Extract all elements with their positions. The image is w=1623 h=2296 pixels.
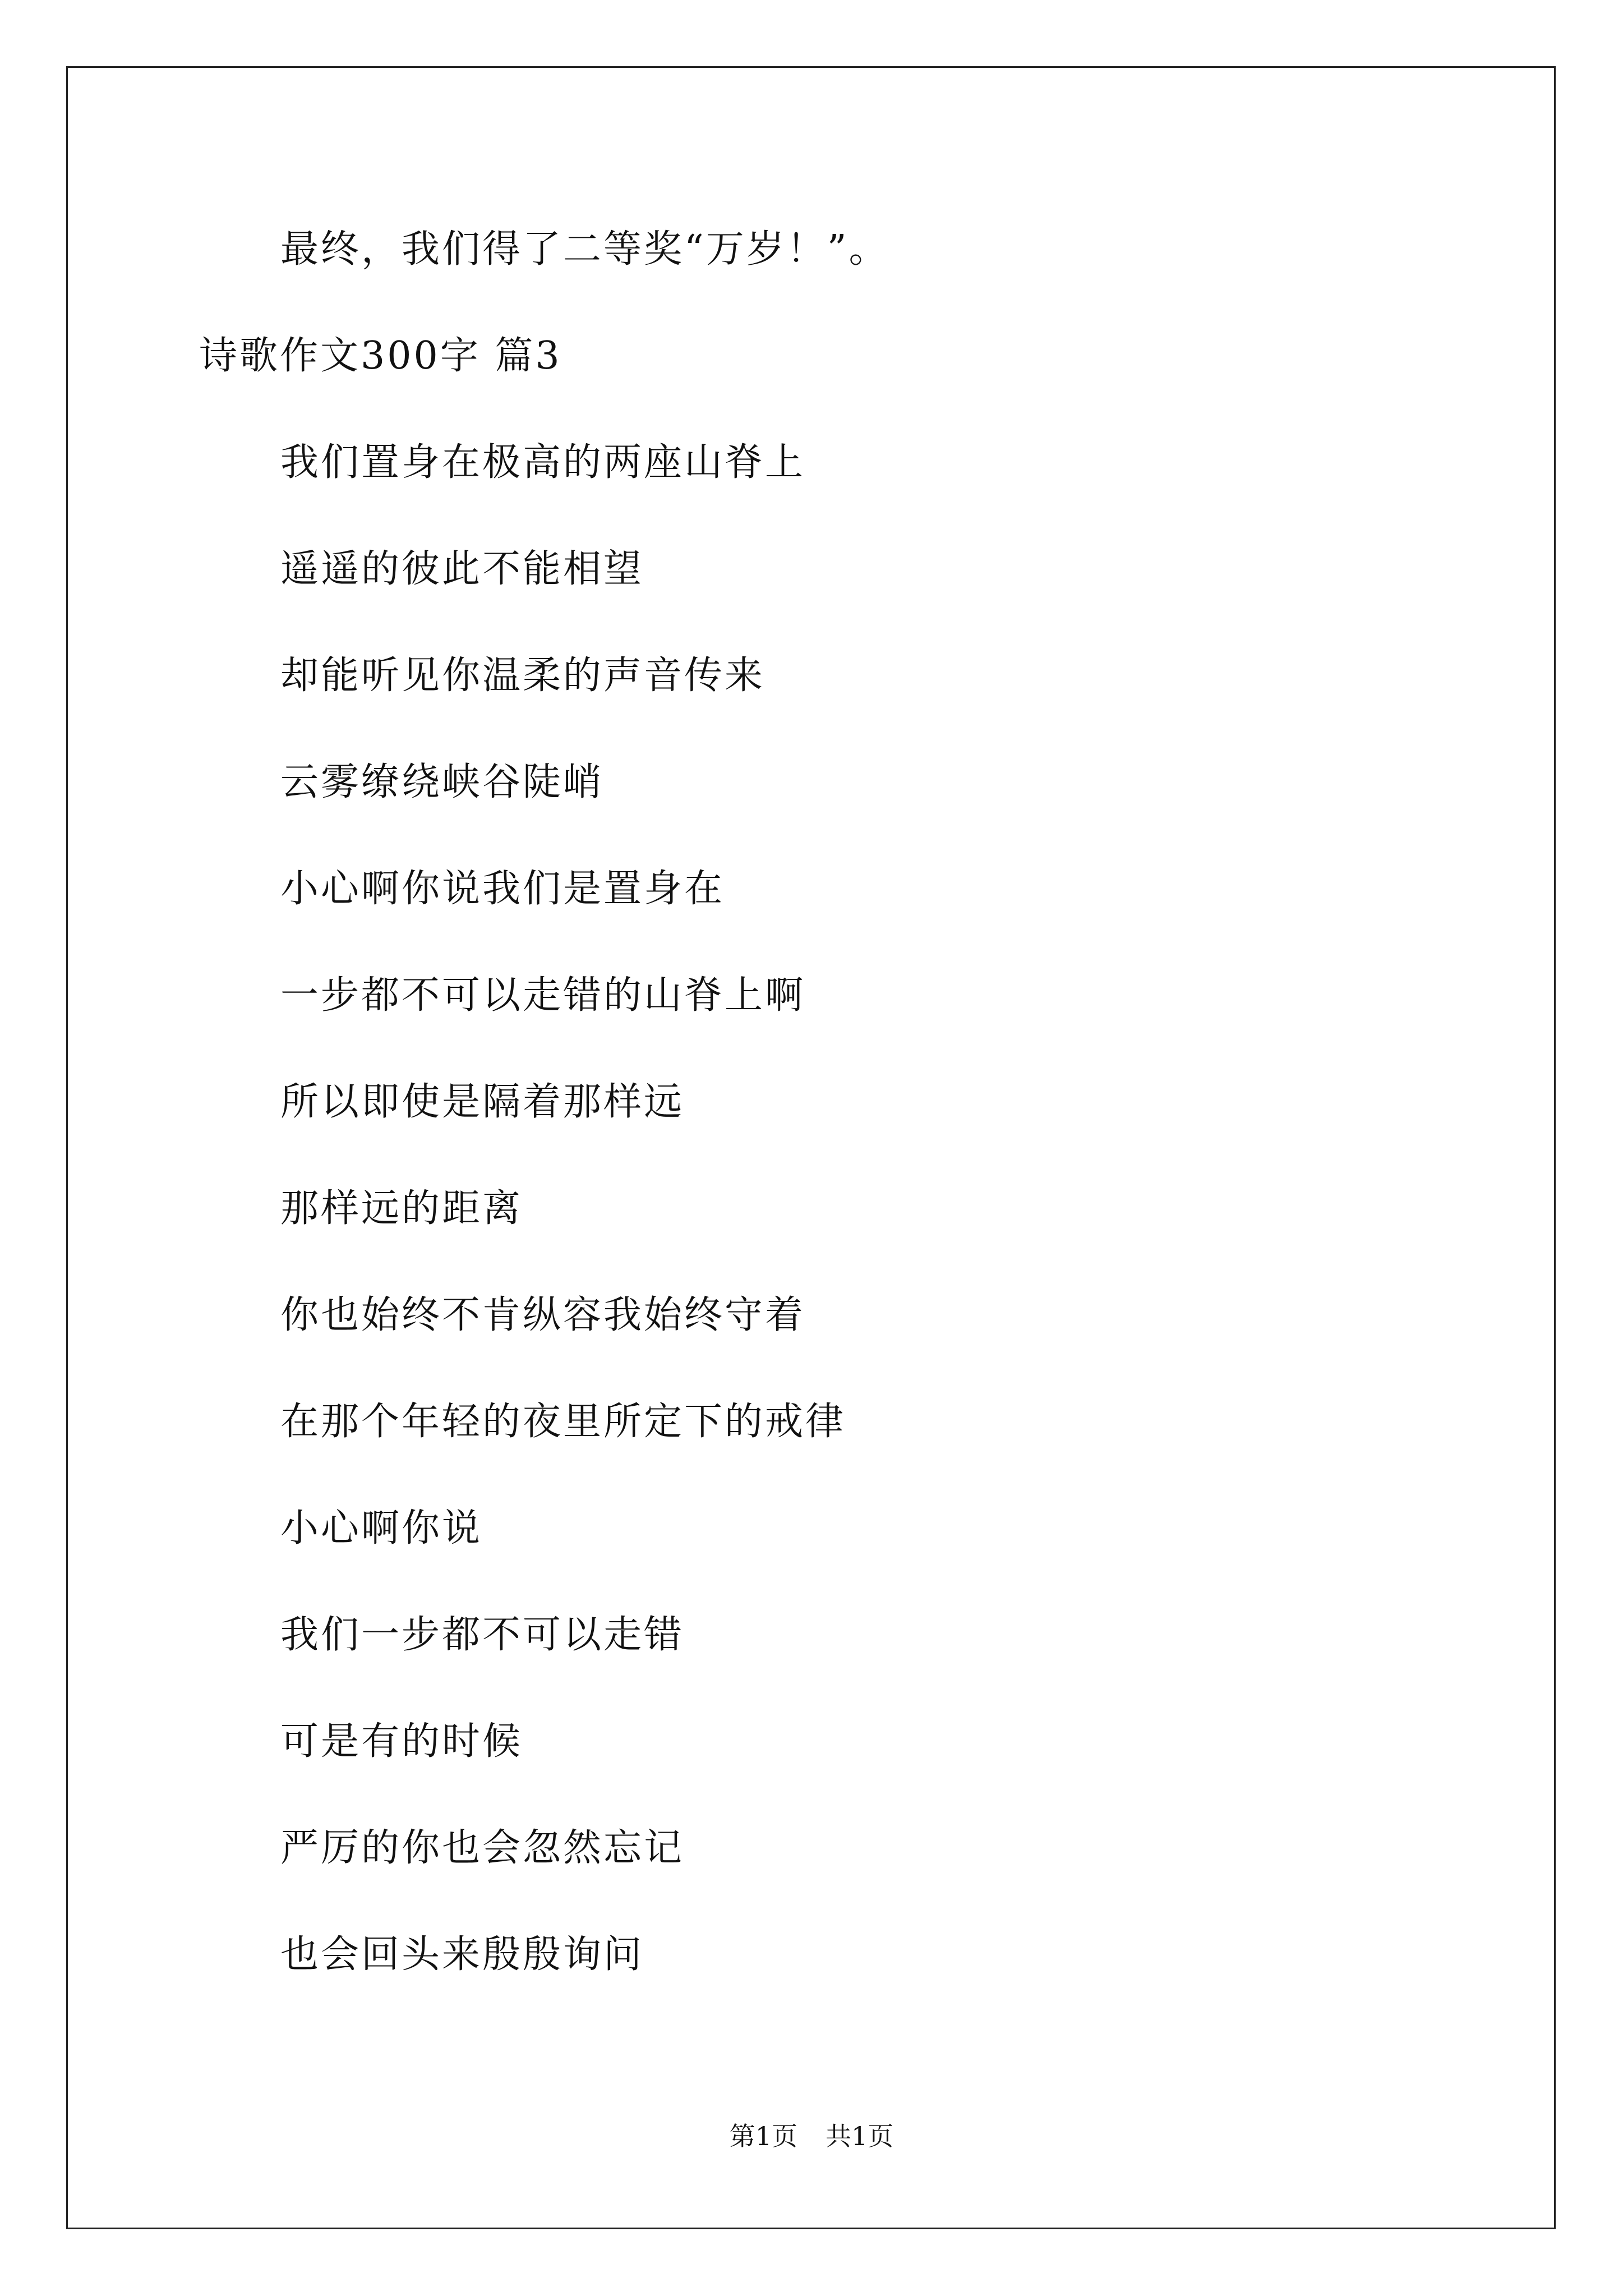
poem-line: 那样远的距离	[280, 1186, 523, 1231]
section-heading: 诗歌作文300字 篇3	[199, 334, 562, 378]
poem-line: 严厉的你也会忽然忘记	[280, 1826, 685, 1870]
poem-line: 在那个年轻的夜里所定下的戒律	[280, 1400, 846, 1444]
page-footer	[0, 2120, 1623, 2152]
poem-line: 你也始终不肯纵容我始终守着	[280, 1293, 806, 1337]
poem-line: 遥遥的彼此不能相望	[280, 547, 644, 591]
intro-line: 最终，我们得了二等奖“万岁！”。	[280, 227, 889, 272]
poem-line: 也会回头来殷殷询问	[280, 1932, 644, 1977]
poem-line: 云雾缭绕峡谷陡峭	[280, 760, 604, 804]
poem-line: 可是有的时候	[280, 1719, 523, 1764]
poem-line: 小心啊你说	[280, 1506, 483, 1550]
page-border	[66, 66, 1556, 2229]
poem-line: 我们置身在极高的两座山脊上	[280, 440, 806, 485]
poem-line: 却能听见你温柔的声音传来	[280, 654, 766, 698]
page-number-total: 共1页	[826, 2121, 894, 2151]
poem-line: 小心啊你说我们是置身在	[280, 867, 725, 911]
poem-line: 所以即使是隔着那样远	[280, 1080, 685, 1124]
poem-line: 我们一步都不可以走错	[280, 1613, 685, 1657]
poem-line: 一步都不可以走错的山脊上啊	[280, 973, 806, 1018]
page-number-current: 第1页	[729, 2121, 797, 2151]
